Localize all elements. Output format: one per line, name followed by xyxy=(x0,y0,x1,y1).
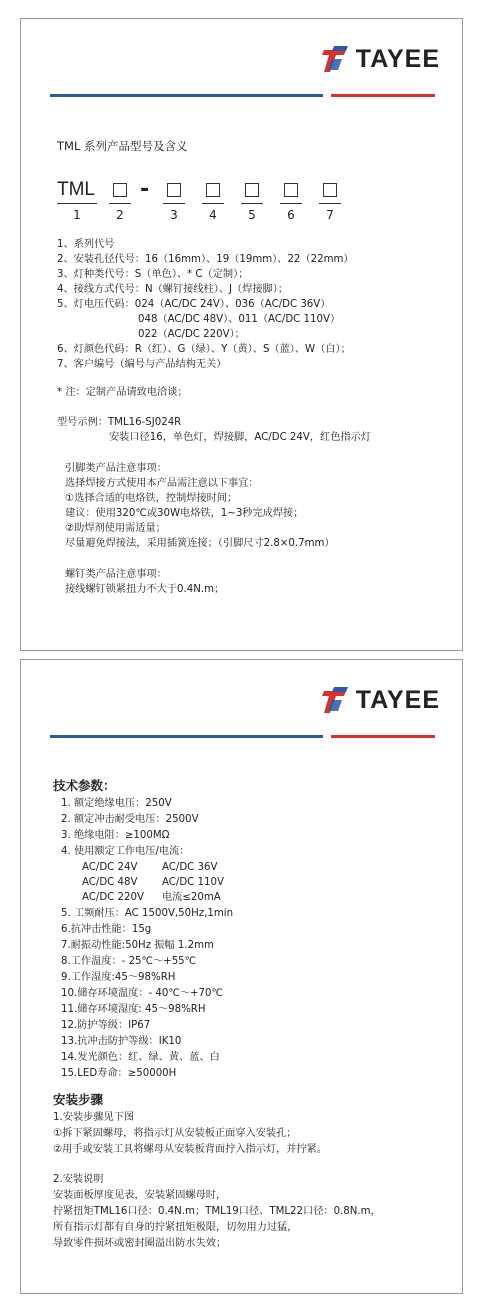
voltage-value: AC/DC 36V xyxy=(162,862,218,873)
definition-line: 3、灯种类代号：S（单色）、* C（定制）； xyxy=(57,269,249,280)
code-position-3: 3 xyxy=(170,208,178,222)
definition-line: 6、灯颜色代码：R（红）、G（绿）、Y（黄）、S（蓝）、W（白）； xyxy=(57,344,351,355)
screw-note-line: 接线螺钉锁紧扭力不大于0.4N.m； xyxy=(65,584,225,595)
install-line: 安装面板厚度见表，安装紧固螺母时， xyxy=(53,1190,227,1201)
definition-line: 7、客户编号（编号与产品结构无关） xyxy=(57,359,227,370)
pin-note-line: 尽量避免焊接法，采用插簧连接；（引脚尺寸2.8×0.7mm） xyxy=(65,538,335,549)
tech-param: 9.工作湿度:45～98%RH xyxy=(61,972,176,983)
code-underline xyxy=(163,203,185,204)
tayee-logo-icon xyxy=(318,42,352,76)
install-title: 安装步骤 xyxy=(53,1092,104,1107)
definition-line: 1、系列代号 xyxy=(57,239,115,250)
header-rule-red xyxy=(331,735,435,738)
code-position-4: 4 xyxy=(209,208,217,222)
brand-name: TAYEE xyxy=(355,685,440,714)
code-dash: - xyxy=(140,177,150,202)
code-underline xyxy=(202,203,224,204)
voltage-value: AC/DC 220V xyxy=(82,892,144,903)
install-line: 拧紧扭矩TML16口径：0.4N.m；TML19口径、TML22口径：0.8N.m， xyxy=(53,1206,381,1217)
model-code-diagram xyxy=(57,179,357,225)
install-line: 所有指示灯都有自身的拧紧扭矩极限，切勿用力过猛， xyxy=(53,1222,298,1233)
code-underline xyxy=(241,203,263,204)
code-box-5 xyxy=(245,183,259,197)
tech-param: 6.抗冲击性能：15g xyxy=(61,924,152,935)
tech-param: 4. 使用额定工作电压/电流： xyxy=(61,846,190,857)
code-box-7 xyxy=(323,183,337,197)
current-value: 电流≤20mA xyxy=(162,892,221,903)
voltage-value: AC/DC 24V xyxy=(82,862,138,873)
definition-line: 4、接线方式代号：N（螺钉接线柱）、J（焊接脚）； xyxy=(57,284,289,295)
tech-param: 14.发光颜色：红、绿、黄、蓝、白 xyxy=(61,1052,220,1063)
definition-line: 5、灯电压代码：024（AC/DC 24V）、036（AC/DC 36V） xyxy=(57,299,331,310)
tech-param: 3. 绝缘电阻：≥100MΩ xyxy=(61,830,170,841)
spec-page-2 xyxy=(20,659,463,1294)
page-title: TML 系列产品型号及含义 xyxy=(57,139,188,153)
code-position-7: 7 xyxy=(326,208,334,222)
tech-param: 5. 工频耐压：AC 1500V,50Hz,1min xyxy=(61,908,234,919)
code-underline xyxy=(109,203,131,204)
pin-notes-title: 引脚类产品注意事项： xyxy=(65,463,167,474)
install-line: ②用手或安装工具将螺母从安装板背面拧入指示灯，并拧紧。 xyxy=(53,1144,328,1155)
code-position-2: 2 xyxy=(116,208,124,222)
code-box-3 xyxy=(167,183,181,197)
example-label: 型号示例：TML16-SJ024R xyxy=(57,417,182,428)
tayee-logo-icon xyxy=(318,683,352,717)
code-box-4 xyxy=(206,183,220,197)
code-box-2 xyxy=(113,183,127,197)
code-underline xyxy=(319,203,341,204)
tech-param: 1. 额定绝缘电压：250V xyxy=(61,798,172,809)
tech-param: 11.储存环境湿度: 45～98%RH xyxy=(61,1004,206,1015)
definition-line: 048（AC/DC 48V）、011（AC/DC 110V） xyxy=(138,314,341,325)
example-description: 安装口径16，单色灯，焊接脚，AC/DC 24V，红色指示灯 xyxy=(109,432,371,443)
pin-note-line: 选择焊接方式使用本产品需注意以下事宜： xyxy=(65,478,259,489)
code-underline xyxy=(280,203,302,204)
code-box-6 xyxy=(284,183,298,197)
code-underline xyxy=(57,203,97,204)
install-line: 1.安装步骤见下图 xyxy=(53,1112,135,1123)
code-position-1: 1 xyxy=(73,208,81,222)
screw-notes-title: 螺钉类产品注意事项： xyxy=(65,569,167,580)
install-line: 导致零件损坏或密封圈溢出防水失效； xyxy=(53,1238,227,1249)
pin-note-line: 建议：使用320℃或30W电烙铁，1~3秒完成焊接； xyxy=(65,508,304,519)
spec-page-1 xyxy=(20,18,463,651)
brand-logo xyxy=(318,41,440,77)
definition-line: 022（AC/DC 220V）； xyxy=(138,329,245,340)
voltage-value: AC/DC 110V xyxy=(162,877,224,888)
tech-param: 13.抗冲击防护等级：IK10 xyxy=(61,1036,182,1047)
install-line: 2.安装说明 xyxy=(53,1174,104,1185)
tech-param: 10.储存环境温度：- 40℃～+70℃ xyxy=(61,988,223,999)
voltage-value: AC/DC 48V xyxy=(82,877,138,888)
pin-note-line: ①选择合适的电烙铁，控制焊接时间； xyxy=(65,493,238,504)
header-rule-red xyxy=(331,94,435,97)
tech-param: 8.工作温度：- 25℃～+55℃ xyxy=(61,956,197,967)
custom-note: * 注：定制产品请致电洽谈； xyxy=(57,387,188,398)
brand-name: TAYEE xyxy=(355,44,440,73)
tech-param: 7.耐振动性能:50Hz 振幅 1.2mm xyxy=(61,940,214,951)
definition-line: 2、安装孔径代号：16（16mm）、19（19mm）、22（22mm） xyxy=(57,254,354,265)
install-line: ①拆下紧固螺母，将指示灯从安装板正面穿入安装孔； xyxy=(53,1128,297,1139)
code-prefix: TML xyxy=(57,179,95,200)
brand-logo xyxy=(318,682,440,718)
header-rule-blue xyxy=(50,735,323,738)
tech-param: 12.防护等级：IP67 xyxy=(61,1020,151,1031)
header-rule-blue xyxy=(50,94,323,97)
tech-params-title: 技术参数： xyxy=(53,778,116,793)
code-position-5: 5 xyxy=(248,208,256,222)
tech-param: 2. 额定冲击耐受电压：2500V xyxy=(61,814,199,825)
tech-param: 15.LED寿命：≥50000H xyxy=(61,1068,177,1079)
pin-note-line: ②助焊剂使用需适量； xyxy=(65,523,166,534)
code-position-6: 6 xyxy=(287,208,295,222)
